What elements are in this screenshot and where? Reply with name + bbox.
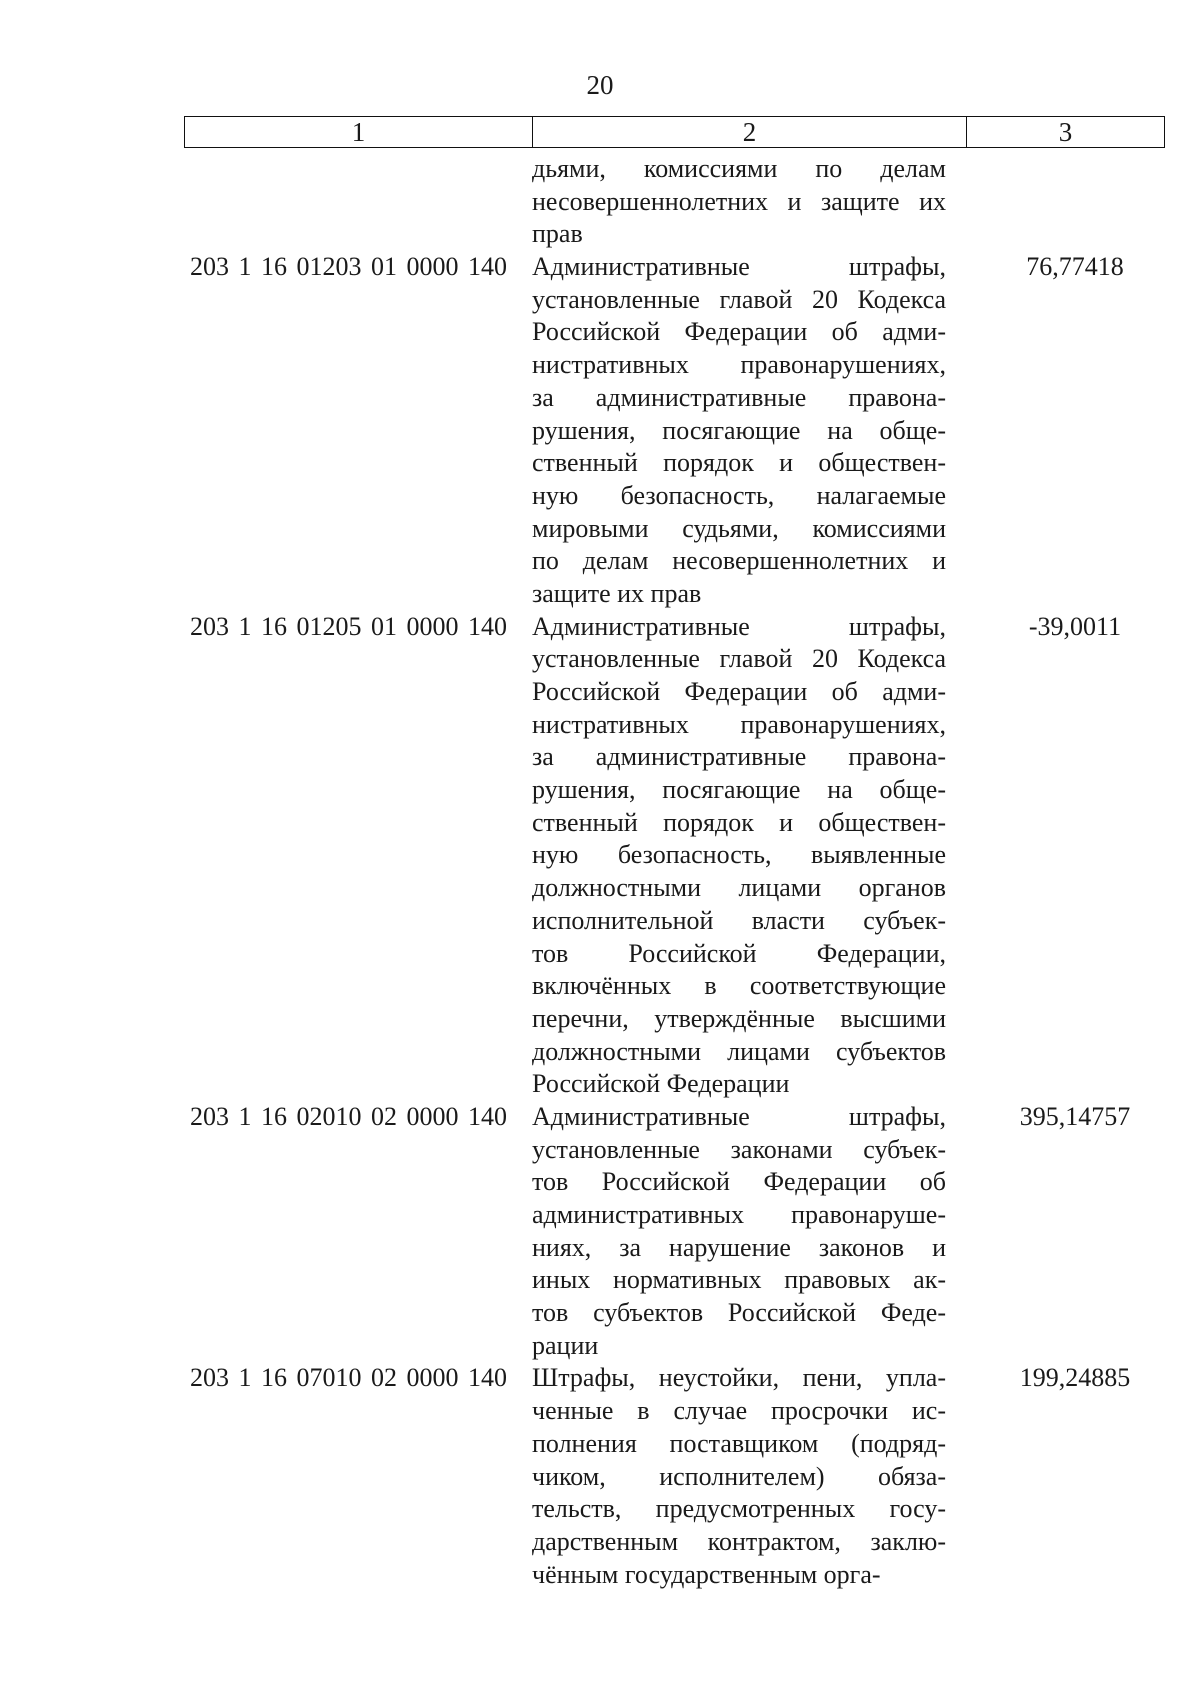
description-line: ственный порядок и обществен- <box>532 807 946 837</box>
budget-code: 203 1 16 01203 01 0000 140 <box>190 252 507 282</box>
description-line: ственный порядок и обществен- <box>532 448 946 478</box>
income-description <box>532 1362 946 1591</box>
table-body <box>184 153 1164 1591</box>
income-description <box>532 1101 946 1363</box>
description-line: перечни, утверждённые высшими <box>532 1003 946 1033</box>
income-description <box>532 611 946 1101</box>
description-line: дьями, комиссиями по делам <box>532 154 946 183</box>
amount-value: 76,77418 <box>1026 252 1124 282</box>
description-line: чённым государственным орга- <box>532 1559 881 1589</box>
amount-value: -39,0011 <box>1028 611 1122 641</box>
description-line: должностными лицами субъектов <box>532 1036 946 1066</box>
budget-code: 203 1 16 01205 01 0000 140 <box>190 611 507 641</box>
description-line: рушения, посягающие на обще- <box>532 775 946 805</box>
description-line: прав <box>532 219 583 249</box>
description-line: административных правонаруше- <box>532 1200 946 1229</box>
description-line: Штрафы, неустойки, пени, упла- <box>532 1363 946 1393</box>
description-line: тельств, предусмотренных госу- <box>532 1494 946 1524</box>
column-header-1: 1 <box>185 117 533 148</box>
column-header-3: 3 <box>967 117 1165 148</box>
income-description <box>532 251 946 611</box>
description-line: тов Российской Федерации, <box>532 938 946 968</box>
description-line: тов субъектов Российской Феде- <box>532 1298 946 1328</box>
budget-code: 203 1 16 02010 02 0000 140 <box>190 1101 507 1131</box>
table-row <box>184 1362 1164 1591</box>
description-line: иных нормативных правовых ак- <box>532 1265 946 1295</box>
description-line: ную безопасность, выявленные <box>532 840 946 870</box>
description-line: по делам несовершеннолетних и <box>532 546 946 576</box>
amount-value: 199,24885 <box>1019 1363 1131 1393</box>
description-line: несовершеннолетних и защите их <box>532 186 946 216</box>
column-header-2: 2 <box>533 117 967 148</box>
description-line: ниях, за нарушение законов и <box>532 1232 946 1262</box>
description-line: нистративных правонарушениях, <box>532 350 946 380</box>
description-line: за административные правона- <box>532 382 946 412</box>
budget-code: 203 1 16 07010 02 0000 140 <box>190 1363 507 1393</box>
income-description <box>532 153 946 251</box>
description-line: установленные главой 20 Кодекса <box>532 644 946 674</box>
description-line: рушения, посягающие на обще- <box>532 415 946 445</box>
amount-value <box>946 153 1164 251</box>
description-line: за административные правона- <box>532 742 946 772</box>
description-line: Российской Федерации <box>532 1069 790 1099</box>
description-line: защите их прав <box>532 578 702 608</box>
description-line: Административные штрафы, <box>532 1101 946 1131</box>
column-header-table <box>184 116 1165 148</box>
description-line: Административные штрафы, <box>532 252 946 282</box>
description-line: мировыми судьями, комиссиями <box>532 513 946 543</box>
page-number: 20 <box>586 70 614 100</box>
description-line: чиком, исполнителем) обяза- <box>532 1461 946 1491</box>
column-header-row <box>185 117 1165 148</box>
description-line: ную безопасность, налагаемые <box>532 480 946 510</box>
amount-value: 395,14757 <box>1019 1101 1131 1131</box>
table-row <box>184 251 1164 611</box>
description-line: дарственным контрактом, заклю- <box>532 1526 946 1556</box>
description-line: ченные в случае просрочки ис- <box>532 1396 946 1426</box>
description-line: должностными лицами органов <box>532 873 946 903</box>
description-line: включённых в соответствующие <box>532 971 946 1001</box>
table-row <box>184 1101 1164 1363</box>
description-line: установленные главой 20 Кодекса <box>532 284 946 314</box>
table-row <box>184 611 1164 1101</box>
description-line: установленные законами субъек- <box>532 1134 946 1164</box>
description-line: полнения поставщиком (подряд- <box>532 1428 946 1458</box>
description-line: исполнительной власти субъек- <box>532 905 946 935</box>
budget-code <box>184 153 532 251</box>
table-row <box>184 153 1164 251</box>
description-line: Российской Федерации об адми- <box>532 317 946 347</box>
description-line: Административные штрафы, <box>532 611 946 641</box>
description-line: рации <box>532 1330 599 1360</box>
description-line: Российской Федерации об адми- <box>532 677 946 706</box>
description-line: тов Российской Федерации об <box>532 1167 946 1197</box>
description-line: нистративных правонарушениях, <box>532 709 946 739</box>
